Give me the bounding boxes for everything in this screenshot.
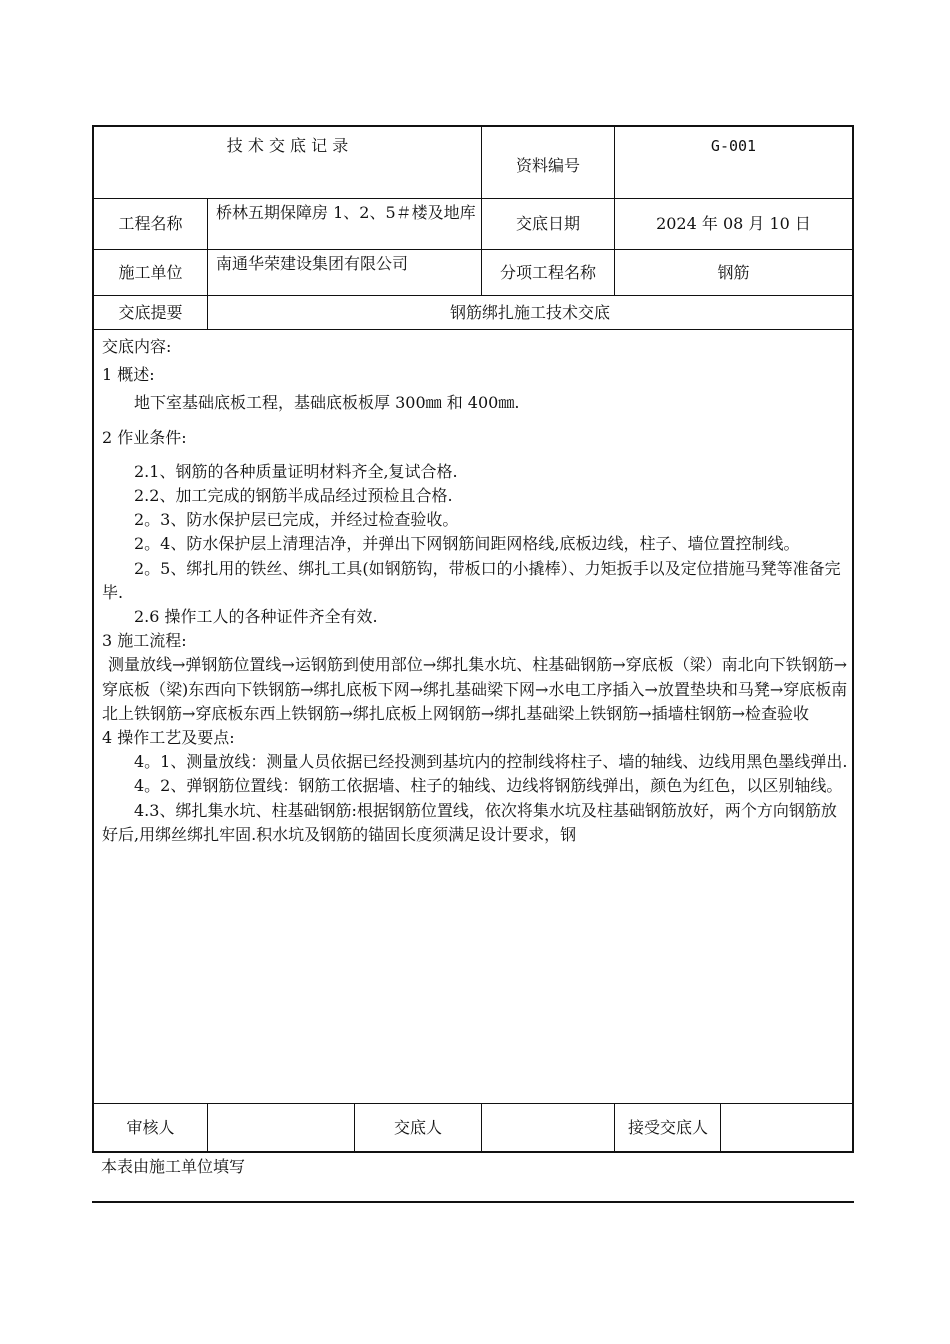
section-2-item: 2。4、防水保护层上清理洁净，并弹出下网钢筋间距网格线,底板边线，柱子、墙位置控制线。 [134, 534, 800, 554]
date-label: 交底日期 [515, 214, 580, 233]
section-2-item: 2.2、加工完成的钢筋半成品经过预检且合格. [134, 486, 453, 506]
contractor-label: 施工单位 [118, 262, 183, 282]
discloser-label: 交底人 [393, 1117, 442, 1137]
record-no-value: G-001 [710, 137, 757, 155]
section-2-item: 2.6 操作工人的各种证件齐全有效. [134, 607, 378, 627]
section-4-item: 4。2、弹钢筋位置线：钢筋工依据墙、柱子的轴线、边线将钢筋线弹出，颜色为红色，以区别轴线。 [134, 776, 843, 796]
reviewer-field[interactable] [208, 1104, 354, 1151]
section-2-title: 2 作业条件: [102, 427, 187, 447]
section-4-title: 4 操作工艺及要点: [102, 728, 235, 748]
disclosure-form [92, 125, 854, 1153]
disclosure-content [102, 335, 850, 847]
section-1-title: 1 概述: [102, 365, 155, 385]
receiver-label: 接受交底人 [627, 1117, 708, 1137]
section-2-item: 2。5、绑扎用的铁丝、绑扎工具(如钢筋钩，带板口的小撬棒）、力矩扳手以及定位措施马凳等准备完毕. [102, 558, 841, 602]
date-value: 2024 年 08 月 10 日 [656, 214, 811, 233]
summary-value: 钢筋绑扎施工技术交底 [449, 302, 610, 322]
bottom-rule [92, 1201, 854, 1203]
reviewer-label: 审核人 [126, 1117, 175, 1137]
section-3-title: 3 施工流程: [102, 631, 187, 651]
content-heading: 交底内容: [102, 337, 172, 356]
section-4-item: 4。1、测量放线：测量人员依据已经投测到基坑内的控制线将柱子、墙的轴线、边线用黑色墨线弹出. [134, 752, 848, 772]
section-1-paragraph: 地下室基础底板工程，基础底板板厚 300㎜ 和 400㎜. [134, 393, 520, 413]
form-footnote: 本表由施工单位填写 [101, 1157, 246, 1176]
contractor-name: 南通华荣建设集团有限公司 [216, 254, 409, 273]
project-label: 工程名称 [118, 214, 183, 233]
project-name: 桥林五期保障房 1、2、5＃楼及地库 [216, 203, 476, 222]
subitem-value: 钢筋 [717, 262, 750, 282]
subitem-label: 分项工程名称 [499, 262, 596, 282]
form-title: 技 术 交 底 记 录 [226, 136, 349, 155]
section-4-item: 4.3、绑扎集水坑、柱基础钢筋:根据钢筋位置线，依次将集水坑及柱基础钢筋放好，两个方向钢筋放好后,用绑丝绑扎牢固.积水坑及钢筋的锚固长度须满足设计要求，钢 [102, 800, 837, 844]
record-no-label: 资料编号 [515, 155, 580, 175]
section-2-item: 2。3、防水保护层已完成，并经过检查验收。 [134, 510, 459, 530]
section-2-item: 2.1、钢筋的各种质量证明材料齐全,复试合格. [134, 461, 458, 481]
discloser-field[interactable] [482, 1104, 614, 1151]
summary-label: 交底提要 [118, 302, 183, 322]
receiver-field[interactable] [721, 1104, 852, 1151]
section-3-paragraph: 测量放线→弹钢筋位置线→运钢筋到使用部位→绑扎集水坑、柱基础钢筋→穿底板（梁）南北向下铁钢筋→穿底板（梁)东西向下铁钢筋→绑扎底板下网→绑扎基础梁下网→水电工序插入→放置垫块和马凳→穿底板南北上铁钢筋→穿底板东西上铁钢筋→绑扎底板上网钢筋→绑扎基础梁上铁钢筋→插墙柱钢筋→检查验收 [102, 655, 848, 723]
